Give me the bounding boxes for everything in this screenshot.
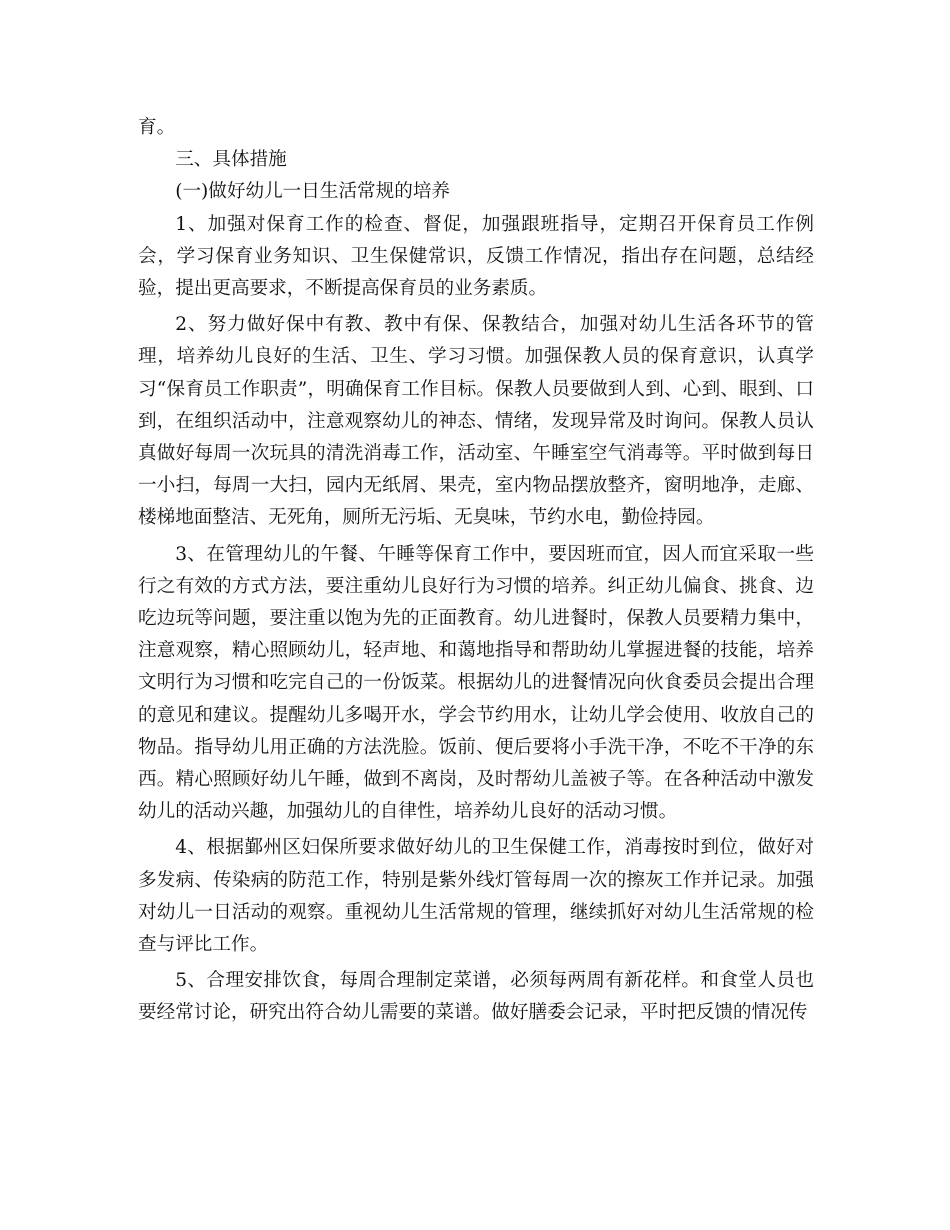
paragraph-item-4: 4、根据鄞州区妇保所要求做好幼儿的卫生保健工作，消毒按时到位，做好对多发病、传染病的防范工作，特别是紫外线灯管每周一次的擦灰工作并记录。加强对幼儿一日活动的观察。重视幼儿生活常规的管理，继续抓好对幼儿生活常规的检查与评比工作。 bbox=[138, 837, 814, 956]
document-body bbox=[138, 112, 814, 1030]
paragraph-continuation: 育。 bbox=[138, 117, 176, 138]
paragraph-item-2: 2、努力做好保中有教、教中有保、保教结合，加强对幼儿生活各环节的管理，培养幼儿良好的生活、卫生、学习习惯。加强保教人员的保育意识，认真学习“保育员工作职责”，明确保育工作目标。保教人员要做到人到、心到、眼到、口到，在组织活动中，注意观察幼儿的神态、情绪，发现异常及时询问。保教人员认真做好每周一次玩具的清洗消毒工作，活动室、午睡室空气消毒等。平时做到每日一小扫，每周一大扫，园内无纸屑、果壳，室内物品摆放整齐，窗明地净，走廊、楼梯地面整洁、无死角，厕所无污垢、无臭味，节约水电，勤俭持园。 bbox=[138, 314, 814, 529]
subsection-heading-daily-routine: (一)做好幼儿一日生活常规的培养 bbox=[175, 181, 451, 203]
section-heading-measures: 三、具体措施 bbox=[175, 149, 287, 171]
paragraph-item-1: 1、加强对保育工作的检查、督促，加强跟班指导，定期召开保育员工作例会，学习保育业务知识、卫生保健常识，反馈工作情况，指出存在问题，总结经验，提出更高要求，不断提高保育员的业务素质。 bbox=[138, 213, 814, 300]
paragraph-item-5: 5、合理安排饮食，每周合理制定菜谱，必须每两周有新花样。和食堂人员也要经常讨论，研究出符合幼儿需要的菜谱。做好膳委会记录，平时把反馈的情况传 bbox=[138, 970, 814, 1024]
paragraph-item-3: 3、在管理幼儿的午餐、午睡等保育工作中，要因班而宜，因人而宜采取一些行之有效的方式方法，要注重幼儿良好行为习惯的培养。纠正幼儿偏食、挑食、边吃边玩等问题，要注重以饱为先的正面教育。幼儿进餐时，保教人员要精力集中，注意观察，精心照顾幼儿，轻声地、和蔼地指导和帮助幼儿掌握进餐的技能，培养文明行为习惯和吃完自己的一份饭菜。根据幼儿的进餐情况向伙食委员会提出合理的意见和建议。提醒幼儿多喝开水，学会节约用水，让幼儿学会使用、收放自己的物品。指导幼儿用正确的方法洗脸。饭前、便后要将小手洗干净，不吃不干净的东西。精心照顾好幼儿午睡，做到不离岗，及时帮幼儿盖被子等。在各种活动中激发幼儿的活动兴趣，加强幼儿的自律性，培养幼儿良好的活动习惯。 bbox=[138, 543, 814, 823]
